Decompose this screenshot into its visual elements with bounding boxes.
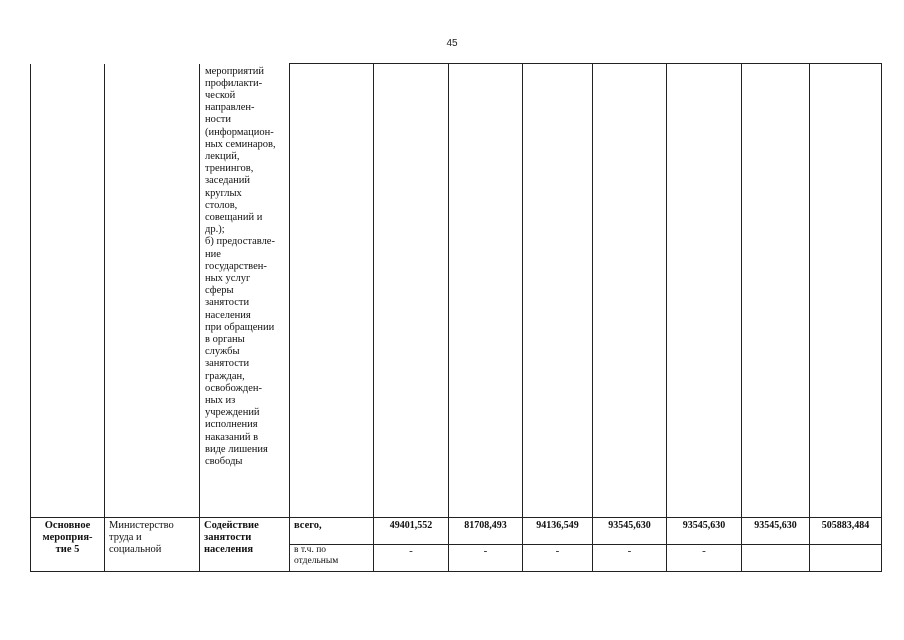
activity-line: ных семинаров,	[205, 138, 276, 150]
value-total: 505883,484	[810, 518, 882, 545]
executor-cell	[105, 518, 200, 572]
value-year-6: 93545,630	[742, 518, 810, 545]
activity-line: б) предоставле-	[205, 236, 275, 248]
measure-title-line: занятости	[204, 532, 252, 544]
source-line: отдельным	[294, 556, 339, 566]
activity-line: ческой	[205, 89, 236, 101]
activity-line: при обращении	[205, 321, 275, 333]
value-cell-continued	[810, 64, 882, 518]
activity-line: наказаний в	[205, 431, 259, 443]
activity-line: столов,	[205, 199, 238, 211]
activity-line: ности	[205, 114, 231, 126]
value-cell-continued	[593, 64, 667, 518]
activity-line: круглых	[205, 187, 242, 199]
activity-line: населения	[205, 309, 251, 321]
measure-title-cell	[200, 518, 290, 572]
activity-line: учреждений	[205, 407, 260, 419]
value-cell-continued	[523, 64, 593, 518]
activity-cell	[200, 64, 290, 518]
activity-description	[204, 64, 285, 469]
sub-value-year-1: -	[374, 545, 449, 572]
program-table	[30, 63, 882, 572]
source-line: в т.ч. по	[294, 545, 327, 555]
executor-line: Министерство	[109, 520, 174, 531]
activity-line: лекций,	[205, 150, 240, 162]
value-year-2: 81708,493	[449, 518, 523, 545]
value-cell-continued	[374, 64, 449, 518]
activity-line: ных услуг	[205, 272, 251, 284]
activity-line: сферы	[205, 285, 234, 297]
measure-cell-continued	[31, 64, 105, 518]
sub-value-year-4: -	[593, 545, 667, 572]
funding-source-total: всего,	[290, 518, 374, 545]
activity-line: заседаний	[205, 175, 250, 187]
table-row-main-measure-5	[31, 518, 882, 545]
value-year-3: 94136,549	[523, 518, 593, 545]
activity-line: направлен-	[205, 102, 255, 114]
activity-line: (информацион-	[205, 126, 274, 138]
measure-title-line: Содействие	[204, 520, 259, 531]
value-year-5: 93545,630	[667, 518, 742, 545]
activity-line: занятости	[205, 358, 250, 370]
table-row-continued	[31, 64, 882, 518]
activity-line: ных из	[205, 394, 236, 406]
value-cell-continued	[667, 64, 742, 518]
value-cell-continued	[449, 64, 523, 518]
executor-cell-continued	[105, 64, 200, 518]
activity-line: тренингов,	[205, 163, 254, 175]
activity-line: освобожден-	[205, 382, 263, 394]
measure-label-line: тие 5	[55, 544, 80, 556]
activity-line: занятости	[205, 297, 250, 309]
value-year-4: 93545,630	[593, 518, 667, 545]
activity-line: исполнения	[205, 419, 258, 431]
value-year-1: 49401,552	[374, 518, 449, 545]
sub-value-year-6	[742, 545, 810, 572]
activity-line: мероприятий	[205, 65, 264, 77]
page-number: 45	[446, 38, 458, 49]
executor-line: труда и	[109, 532, 142, 544]
executor-line: социальной	[109, 544, 162, 556]
activity-line: виде лишения	[205, 443, 268, 455]
activity-line: свободы	[205, 456, 243, 467]
activity-line: в органы	[205, 333, 245, 345]
funding-source-breakdown	[290, 545, 374, 572]
activity-line: граждан,	[205, 370, 245, 382]
sub-value-year-3: -	[523, 545, 593, 572]
measure-label-line: Основное	[44, 520, 91, 531]
activity-line: службы	[205, 346, 240, 358]
sub-value-total	[810, 545, 882, 572]
source-cell-continued	[290, 64, 374, 518]
activity-line: совещаний и	[205, 211, 263, 223]
activity-line: профилакти-	[205, 77, 263, 89]
sub-value-year-5: -	[667, 545, 742, 572]
measure-label-cell	[31, 518, 105, 572]
sub-value-year-2: -	[449, 545, 523, 572]
measure-label-line: мероприя-	[42, 532, 93, 544]
measure-title-line: населения	[204, 544, 254, 556]
value-cell-continued	[742, 64, 810, 518]
activity-line: государствен-	[205, 260, 267, 272]
activity-line: ние	[205, 248, 221, 260]
activity-line: др.);	[205, 224, 225, 236]
